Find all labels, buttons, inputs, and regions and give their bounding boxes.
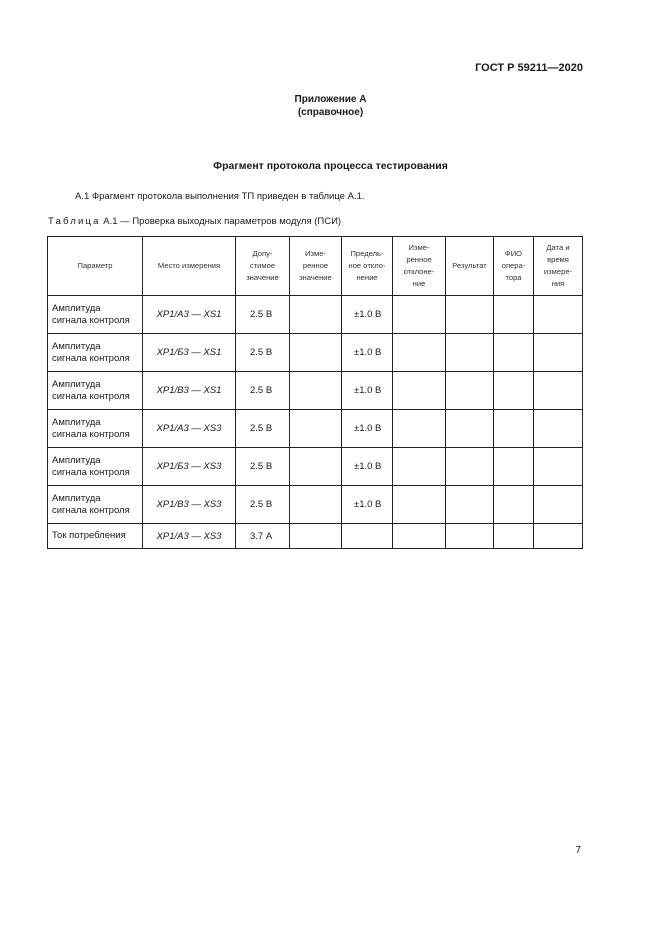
table-row (48, 296, 583, 334)
cell-operator (494, 524, 534, 549)
cell-datetime (534, 524, 583, 549)
cell-measured-deviation (393, 372, 446, 410)
cell-limit-deviation: ±1.0 В (342, 486, 393, 524)
column-header: ФИО опера- тора (494, 237, 534, 296)
cell-allowed-value: 2.5 В (236, 410, 290, 448)
cell-limit-deviation: ±1.0 В (342, 372, 393, 410)
table-row (48, 448, 583, 486)
cell-parameter: Ток потребления (48, 524, 143, 549)
cell-measured-value (290, 410, 342, 448)
cell-limit-deviation: ±1.0 В (342, 410, 393, 448)
cell-datetime (534, 448, 583, 486)
cell-allowed-value: 2.5 В (236, 448, 290, 486)
cell-parameter: Амплитуда сигнала контроля (48, 410, 143, 448)
cell-measure-point: XP1/В3 — XS1 (143, 372, 236, 410)
cell-result (446, 524, 494, 549)
column-header: Дата и время измере- ния (534, 237, 583, 296)
cell-measured-deviation (393, 334, 446, 372)
cell-datetime (534, 486, 583, 524)
table-header-row (48, 237, 583, 296)
cell-result (446, 334, 494, 372)
cell-limit-deviation: ±1.0 В (342, 296, 393, 334)
cell-datetime (534, 296, 583, 334)
cell-allowed-value: 2.5 В (236, 486, 290, 524)
cell-limit-deviation: ±1.0 В (342, 334, 393, 372)
table-caption (48, 216, 341, 227)
cell-measured-deviation (393, 524, 446, 549)
cell-allowed-value: 3.7 А (236, 524, 290, 549)
cell-result (446, 296, 494, 334)
table-row (48, 334, 583, 372)
cell-datetime (534, 372, 583, 410)
cell-result (446, 372, 494, 410)
cell-result (446, 410, 494, 448)
column-header: Допу- стимое значение (236, 237, 290, 296)
cell-measured-value (290, 448, 342, 486)
cell-operator (494, 296, 534, 334)
cell-parameter: Амплитуда сигнала контроля (48, 334, 143, 372)
cell-measure-point: XP1/Б3 — XS3 (143, 448, 236, 486)
protocol-table (47, 236, 583, 549)
column-header: Параметр (48, 237, 143, 296)
column-header: Изме- ренное значение (290, 237, 342, 296)
cell-parameter: Амплитуда сигнала контроля (48, 372, 143, 410)
cell-measured-deviation (393, 486, 446, 524)
cell-operator (494, 372, 534, 410)
cell-result (446, 448, 494, 486)
cell-measure-point: XP1/Б3 — XS1 (143, 334, 236, 372)
table-row (48, 410, 583, 448)
cell-operator (494, 410, 534, 448)
standard-number: ГОСТ Р 59211—2020 (475, 62, 583, 74)
table-caption-text: А.1 — Проверка выходных параметров модуля (ПСИ) (100, 216, 342, 227)
cell-measured-value (290, 334, 342, 372)
cell-parameter: Амплитуда сигнала контроля (48, 486, 143, 524)
cell-measured-value (290, 486, 342, 524)
cell-measured-deviation (393, 296, 446, 334)
section-title: Фрагмент протокола процесса тестирования (213, 160, 448, 172)
cell-measured-deviation (393, 448, 446, 486)
cell-parameter: Амплитуда сигнала контроля (48, 296, 143, 334)
appendix-subtitle: (справочное) (297, 107, 364, 118)
cell-measured-value (290, 296, 342, 334)
cell-measured-deviation (393, 410, 446, 448)
appendix-heading (0, 93, 661, 119)
column-header: Предель- ное откло- нение (342, 237, 393, 296)
cell-measure-point: XP1/А3 — XS3 (143, 410, 236, 448)
cell-operator (494, 448, 534, 486)
table-caption-word: Таблица (48, 216, 101, 227)
cell-limit-deviation (342, 524, 393, 549)
cell-measure-point: XP1/А3 — XS1 (143, 296, 236, 334)
cell-measure-point: XP1/А3 — XS3 (143, 524, 236, 549)
column-header: Результат (446, 237, 494, 296)
cell-measured-value (290, 524, 342, 549)
intro-paragraph: А.1 Фрагмент протокола выполнения ТП приведен в таблице А.1. (75, 191, 365, 202)
cell-allowed-value: 2.5 В (236, 372, 290, 410)
column-header: Изме- ренное отклоне- ние (393, 237, 446, 296)
cell-operator (494, 486, 534, 524)
cell-operator (494, 334, 534, 372)
cell-measured-value (290, 372, 342, 410)
page-number: 7 (575, 845, 581, 856)
cell-result (446, 486, 494, 524)
cell-limit-deviation: ±1.0 В (342, 448, 393, 486)
cell-datetime (534, 334, 583, 372)
cell-datetime (534, 410, 583, 448)
table-row (48, 486, 583, 524)
column-header: Место измерения (143, 237, 236, 296)
cell-parameter: Амплитуда сигнала контроля (48, 448, 143, 486)
cell-measure-point: XP1/В3 — XS3 (143, 486, 236, 524)
cell-allowed-value: 2.5 В (236, 334, 290, 372)
table-row (48, 372, 583, 410)
appendix-title: Приложение А (294, 94, 367, 105)
table-row (48, 524, 583, 549)
cell-allowed-value: 2.5 В (236, 296, 290, 334)
